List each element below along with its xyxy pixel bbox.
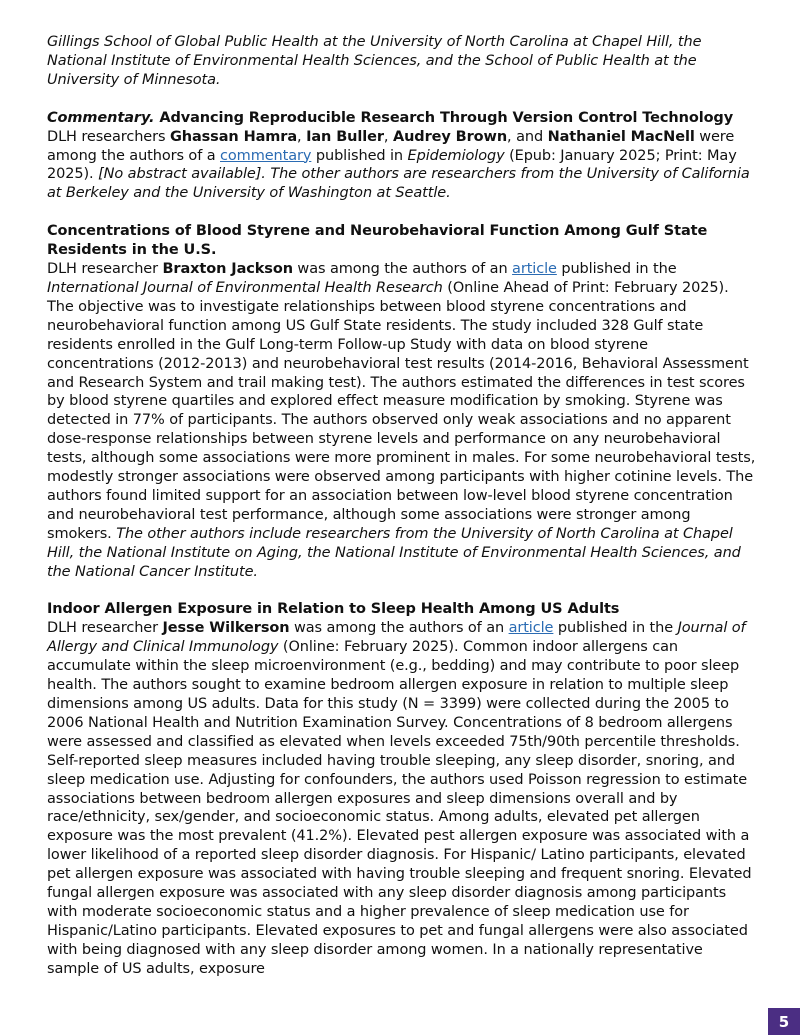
intro-affiliations: Gillings School of Global Public Health at the University of North Carolina at Chapel Hill, the National Institute of Environmental Health Sciences, and the School of Public Health at the University of Minnesota.	[47, 34, 702, 88]
page-number-badge: 5	[768, 1008, 800, 1035]
journal-name: International Journal of Environmental Health Research	[47, 279, 443, 296]
commentary-text: ,	[383, 128, 393, 145]
styrene-text: was among the authors of an	[292, 261, 513, 278]
author-name: Nathaniel MacNell	[547, 128, 695, 145]
allergen-title: Indoor Allergen Exposure in Relation to Sleep Health Among US Adults	[47, 601, 620, 618]
styrene-text: DLH researcher	[47, 261, 163, 278]
styrene-section	[47, 222, 759, 581]
styrene-text: published in the	[556, 261, 677, 278]
author-name: Ghassan Hamra	[169, 128, 298, 145]
commentary-text: ,	[297, 128, 307, 145]
commentary-text: , and	[507, 128, 548, 145]
commentary-text: (Epub: January 2025; Print: May 2025).	[47, 147, 737, 183]
commentary-text: published in	[311, 147, 408, 164]
commentary-coauthors: [No abstract available]. The other authors are researchers from the University of California at Berkeley and the University of Washington at Seattle.	[47, 166, 750, 202]
journal-name: Journal of Allergy and Clinical Immunology	[47, 620, 746, 656]
allergen-text: was among the authors of an	[289, 620, 509, 637]
allergen-text: published in the	[553, 620, 678, 637]
commentary-label: Commentary.	[47, 109, 155, 126]
commentary-text: DLH researchers	[47, 128, 170, 145]
author-name: Audrey Brown	[392, 128, 508, 145]
commentary-title: Advancing Reproducible Research Through Version Control Technology	[154, 109, 734, 126]
commentary-link[interactable]: commentary	[220, 147, 312, 164]
author-name: Ian Buller	[306, 128, 384, 145]
commentary-section	[47, 109, 759, 204]
styrene-title: Concentrations of Blood Styrene and Neurobehavioral Function Among Gulf State Residents in the U.S.	[47, 223, 708, 259]
allergen-article-link[interactable]: article	[508, 620, 554, 637]
styrene-body: (Online Ahead of Print: February 2025). The objective was to investigate relationships between blood styrene concentrations and neurobehavioral function among US Gulf State residents. The study included 328 Gulf state residents enrolled in the Gulf Long-term Follow-up Study with data on blood styrene concentrations (2012-2013) and neurobehavioral test results (2014-2016, Behavioral Assessment and Research System and trail making test). The authors estimated the differences in test scores by blood styrene quartiles and explored effect measure modification by smoking. Styrene was detected in 77% of participants. The authors observed only weak associations and no apparent dose-response relationships between styrene levels and performance on any neurobehavioral tests, although some associations were more prominent in males. For some neurobehavioral tests, modestly stronger associations were observed among participants with higher cotinine levels. The authors found limited support for an association between low-level blood styrene concentration and neurobehavioral test performance, although some associations were stronger among smokers.	[47, 279, 756, 542]
allergen-body: (Online: February 2025). Common indoor allergens can accumulate within the sleep microenvironment (e.g., bedding) and may contribute to poor sleep health. The authors sought to examine bedroom allergen exposure in relation to multiple sleep dimensions among US adults. Data for this study (N = 3399) were collected during the 2005 to 2006 National Health and Nutrition Examination Survey. Concentrations of 8 bedroom allergens were assessed and classified as elevated when levels exceeded 75th/90th percentile thresholds. Self-reported sleep measures included having trouble sleeping, any sleep disorder, snoring, and sleep medication use. Adjusting for confounders, the authors used Poisson regression to estimate associations between bedroom allergen exposures and sleep dimensions overall and by race/ethnicity, sex/gender, and socioeconomic status. Among adults, elevated pet allergen exposure was the most prevalent (41.2%). Elevated pest allergen exposure was associated with a lower likelihood of a reported sleep disorder diagnosis. For Hispanic/ Latino participants, elevated pet allergen exposure was associated with having trouble sleeping and frequent snoring. Elevated fungal allergen exposure was associated with any sleep disorder diagnosis among participants with moderate socioeconomic status and a higher prevalence of sleep medication use for Hispanic/Latino participants. Elevated exposures to pet and fungal allergens were also associated with being diagnosed with any sleep disorder among women. In a nationally representative sample of US adults, exposure	[47, 639, 752, 977]
styrene-article-link[interactable]: article	[512, 261, 557, 278]
author-name: Braxton Jackson	[162, 261, 293, 278]
styrene-coauthors: The other authors include researchers from the University of North Carolina at Chapel Hill, the National Institute on Aging, the National Institute of Environmental Health Sciences, and the National Cancer Institute.	[47, 525, 741, 580]
journal-name: Epidemiology	[407, 147, 505, 164]
allergen-section	[47, 600, 759, 978]
document-body	[47, 33, 759, 979]
commentary-text: were among the authors of a	[47, 128, 735, 164]
author-name: Jesse Wilkerson	[162, 620, 290, 637]
allergen-text: DLH researcher	[47, 620, 163, 637]
